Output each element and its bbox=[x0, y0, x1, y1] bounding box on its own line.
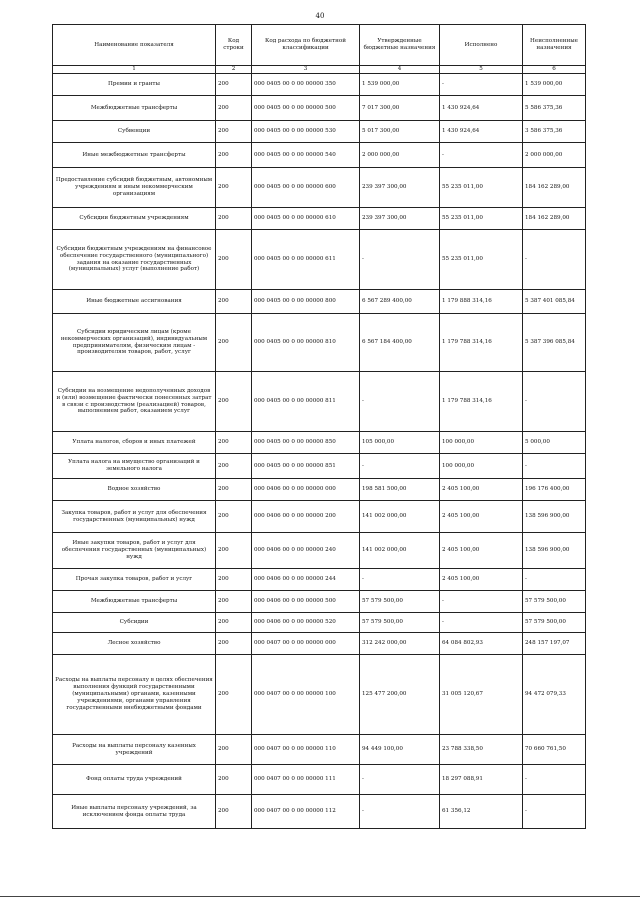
row-name: Иные закупки товаров, работ и услуг для обеспечения государственных (муниципальных) нужд bbox=[53, 533, 216, 569]
row-name: Расходы на выплаты персоналу казенных учреждений bbox=[53, 735, 216, 765]
row-expense-code: 000 0405 00 0 00 00000 540 bbox=[252, 143, 360, 168]
column-number: 3 bbox=[252, 66, 360, 74]
row-expense-code: 000 0405 00 0 00 00000 600 bbox=[252, 168, 360, 208]
row-line-code: 200 bbox=[216, 765, 252, 795]
row-expense-code: 000 0405 00 0 00 00000 851 bbox=[252, 454, 360, 479]
row-expense-code: 000 0406 00 0 00 00000 200 bbox=[252, 501, 360, 533]
header-unexecuted: Неисполненные назначения bbox=[523, 25, 586, 66]
table-header-row bbox=[53, 25, 586, 66]
table-row bbox=[53, 168, 586, 208]
row-approved: 239 397 300,00 bbox=[360, 168, 440, 208]
row-approved: 239 397 300,00 bbox=[360, 208, 440, 230]
row-expense-code: 000 0405 00 0 00 00000 811 bbox=[252, 372, 360, 432]
row-unexecuted: - bbox=[523, 569, 586, 591]
header-expense-code: Код расхода по бюджетной классификации bbox=[252, 25, 360, 66]
row-expense-code: 000 0405 00 0 00 00000 800 bbox=[252, 290, 360, 314]
row-line-code: 200 bbox=[216, 735, 252, 765]
table-body bbox=[53, 74, 586, 829]
row-unexecuted: 2 000 000,00 bbox=[523, 143, 586, 168]
row-line-code: 200 bbox=[216, 432, 252, 454]
row-executed: 18 297 088,91 bbox=[440, 765, 523, 795]
row-executed: 1 430 924,64 bbox=[440, 121, 523, 143]
page-number: 40 bbox=[315, 12, 325, 20]
table-row bbox=[53, 591, 586, 613]
row-name: Межбюджетные трансферты bbox=[53, 591, 216, 613]
row-unexecuted: 138 596 900,00 bbox=[523, 533, 586, 569]
row-approved: 198 581 500,00 bbox=[360, 479, 440, 501]
row-unexecuted: 138 596 900,00 bbox=[523, 501, 586, 533]
row-line-code: 200 bbox=[216, 479, 252, 501]
row-name: Премии и гранты bbox=[53, 74, 216, 96]
row-approved: - bbox=[360, 454, 440, 479]
row-name: Прочая закупка товаров, работ и услуг bbox=[53, 569, 216, 591]
row-expense-code: 000 0405 00 0 00 00000 810 bbox=[252, 314, 360, 372]
header-line-code: Код строки bbox=[216, 25, 252, 66]
row-name: Субсидии bbox=[53, 613, 216, 633]
row-unexecuted: 57 579 500,00 bbox=[523, 591, 586, 613]
row-executed: 100 000,00 bbox=[440, 454, 523, 479]
row-name: Иные межбюджетные трансферты bbox=[53, 143, 216, 168]
row-name: Закупка товаров, работ и услуг для обеспечения государственных (муниципальных) нужд bbox=[53, 501, 216, 533]
row-unexecuted: - bbox=[523, 765, 586, 795]
row-line-code: 200 bbox=[216, 96, 252, 121]
row-unexecuted: 184 162 289,00 bbox=[523, 208, 586, 230]
row-unexecuted: 94 472 079,33 bbox=[523, 655, 586, 735]
row-approved: 57 579 500,00 bbox=[360, 591, 440, 613]
row-name: Предоставление субсидий бюджетным, автономным учреждениям и иным некоммерческим организациям bbox=[53, 168, 216, 208]
row-executed: 23 788 338,50 bbox=[440, 735, 523, 765]
row-executed: - bbox=[440, 613, 523, 633]
table-row bbox=[53, 795, 586, 829]
row-unexecuted: 5 000,00 bbox=[523, 432, 586, 454]
row-approved: - bbox=[360, 765, 440, 795]
row-approved: 2 000 000,00 bbox=[360, 143, 440, 168]
row-expense-code: 000 0405 00 0 00 00000 530 bbox=[252, 121, 360, 143]
table-row bbox=[53, 454, 586, 479]
row-expense-code: 000 0407 00 0 00 00000 000 bbox=[252, 633, 360, 655]
row-approved: 141 002 000,00 bbox=[360, 533, 440, 569]
row-unexecuted: - bbox=[523, 795, 586, 829]
table-row bbox=[53, 613, 586, 633]
column-number: 2 bbox=[216, 66, 252, 74]
budget-execution-table bbox=[52, 24, 586, 829]
row-name: Уплата налога на имущество организаций и земельного налога bbox=[53, 454, 216, 479]
row-unexecuted: 184 162 289,00 bbox=[523, 168, 586, 208]
column-number-row bbox=[53, 66, 586, 74]
row-line-code: 200 bbox=[216, 143, 252, 168]
row-approved: - bbox=[360, 372, 440, 432]
row-line-code: 200 bbox=[216, 121, 252, 143]
row-unexecuted: 3 586 375,36 bbox=[523, 121, 586, 143]
row-line-code: 200 bbox=[216, 230, 252, 290]
table-row bbox=[53, 479, 586, 501]
column-number: 4 bbox=[360, 66, 440, 74]
row-approved: - bbox=[360, 230, 440, 290]
table-row bbox=[53, 74, 586, 96]
table-row bbox=[53, 533, 586, 569]
row-line-code: 200 bbox=[216, 633, 252, 655]
row-approved: 125 477 200,00 bbox=[360, 655, 440, 735]
row-line-code: 200 bbox=[216, 655, 252, 735]
row-expense-code: 000 0405 00 0 00 00000 850 bbox=[252, 432, 360, 454]
row-executed: - bbox=[440, 74, 523, 96]
column-number: 6 bbox=[523, 66, 586, 74]
row-executed: 64 084 802,93 bbox=[440, 633, 523, 655]
row-unexecuted: 196 176 400,00 bbox=[523, 479, 586, 501]
row-approved: 7 017 300,00 bbox=[360, 96, 440, 121]
header-indicator-name: Наименование показателя bbox=[53, 25, 216, 66]
row-line-code: 200 bbox=[216, 290, 252, 314]
row-unexecuted: - bbox=[523, 372, 586, 432]
row-expense-code: 000 0407 00 0 00 00000 111 bbox=[252, 765, 360, 795]
row-line-code: 200 bbox=[216, 372, 252, 432]
table-row bbox=[53, 432, 586, 454]
row-unexecuted: 5 387 396 085,84 bbox=[523, 314, 586, 372]
row-executed: 2 405 100,00 bbox=[440, 479, 523, 501]
table-row bbox=[53, 208, 586, 230]
row-line-code: 200 bbox=[216, 613, 252, 633]
row-expense-code: 000 0407 00 0 00 00000 100 bbox=[252, 655, 360, 735]
row-name: Субсидии бюджетным учреждениям bbox=[53, 208, 216, 230]
row-name: Лесное хозяйство bbox=[53, 633, 216, 655]
row-approved: - bbox=[360, 569, 440, 591]
table-row bbox=[53, 290, 586, 314]
row-approved: 94 449 100,00 bbox=[360, 735, 440, 765]
row-name: Субвенции bbox=[53, 121, 216, 143]
row-approved: 105 000,00 bbox=[360, 432, 440, 454]
table-row bbox=[53, 96, 586, 121]
row-name: Субсидии юридическим лицам (кроме некоммерческих организаций), индивидуальным предпринимателям, физическим лицам - производителям товаров, работ, услуг bbox=[53, 314, 216, 372]
row-unexecuted: - bbox=[523, 230, 586, 290]
row-approved: 1 539 000,00 bbox=[360, 74, 440, 96]
row-expense-code: 000 0405 00 0 00 00000 500 bbox=[252, 96, 360, 121]
row-executed: 2 405 100,00 bbox=[440, 501, 523, 533]
row-unexecuted: 1 539 000,00 bbox=[523, 74, 586, 96]
row-approved: 312 242 000,00 bbox=[360, 633, 440, 655]
table-row bbox=[53, 655, 586, 735]
row-approved: 57 579 500,00 bbox=[360, 613, 440, 633]
row-unexecuted: 5 387 401 085,84 bbox=[523, 290, 586, 314]
row-name: Субсидии на возмещение недополученных доходов и (или) возмещение фактически понесенных затрат в связи с производством (реализацией) товаров, выполнением работ, оказанием услуг bbox=[53, 372, 216, 432]
row-line-code: 200 bbox=[216, 501, 252, 533]
row-expense-code: 000 0406 00 0 00 00000 244 bbox=[252, 569, 360, 591]
table-row bbox=[53, 633, 586, 655]
row-expense-code: 000 0406 00 0 00 00000 240 bbox=[252, 533, 360, 569]
row-executed: 55 235 011,00 bbox=[440, 208, 523, 230]
row-executed: 1 179 788 314,16 bbox=[440, 314, 523, 372]
row-executed: 100 000,00 bbox=[440, 432, 523, 454]
footer-divider bbox=[0, 896, 640, 897]
table-row bbox=[53, 372, 586, 432]
row-executed: 1 430 924,64 bbox=[440, 96, 523, 121]
row-name: Межбюджетные трансферты bbox=[53, 96, 216, 121]
row-expense-code: 000 0406 00 0 00 00000 500 bbox=[252, 591, 360, 613]
row-approved: 6 567 289 400,00 bbox=[360, 290, 440, 314]
row-unexecuted: 248 157 197,07 bbox=[523, 633, 586, 655]
row-line-code: 200 bbox=[216, 454, 252, 479]
row-name: Расходы на выплаты персоналу в целях обеспечения выполнения функций государственными (муниципальными) органами, казенными учреждениями, органами управления государственными внебюджетными фондами bbox=[53, 655, 216, 735]
row-executed: 1 179 788 314,16 bbox=[440, 372, 523, 432]
row-executed: 55 235 011,00 bbox=[440, 168, 523, 208]
table-row bbox=[53, 569, 586, 591]
row-approved: 141 002 000,00 bbox=[360, 501, 440, 533]
row-line-code: 200 bbox=[216, 208, 252, 230]
table-row bbox=[53, 314, 586, 372]
row-executed: 2 405 100,00 bbox=[440, 569, 523, 591]
row-executed: 55 235 011,00 bbox=[440, 230, 523, 290]
row-approved: 5 017 300,00 bbox=[360, 121, 440, 143]
header-executed: Исполнено bbox=[440, 25, 523, 66]
table-row bbox=[53, 735, 586, 765]
row-expense-code: 000 0407 00 0 00 00000 112 bbox=[252, 795, 360, 829]
row-expense-code: 000 0405 00 0 00 00000 350 bbox=[252, 74, 360, 96]
row-expense-code: 000 0407 00 0 00 00000 110 bbox=[252, 735, 360, 765]
row-approved: - bbox=[360, 795, 440, 829]
row-executed: 2 405 100,00 bbox=[440, 533, 523, 569]
table-row bbox=[53, 121, 586, 143]
row-name: Иные бюджетные ассигнования bbox=[53, 290, 216, 314]
row-executed: 1 179 888 314,16 bbox=[440, 290, 523, 314]
row-unexecuted: 5 586 375,36 bbox=[523, 96, 586, 121]
row-unexecuted: 70 660 761,50 bbox=[523, 735, 586, 765]
row-executed: - bbox=[440, 591, 523, 613]
row-name: Фонд оплаты труда учреждений bbox=[53, 765, 216, 795]
row-executed: - bbox=[440, 143, 523, 168]
column-number: 1 bbox=[53, 66, 216, 74]
row-line-code: 200 bbox=[216, 314, 252, 372]
row-unexecuted: 57 579 500,00 bbox=[523, 613, 586, 633]
row-unexecuted: - bbox=[523, 454, 586, 479]
row-line-code: 200 bbox=[216, 74, 252, 96]
table-row bbox=[53, 230, 586, 290]
row-name: Водное хозяйство bbox=[53, 479, 216, 501]
row-expense-code: 000 0405 00 0 00 00000 611 bbox=[252, 230, 360, 290]
row-line-code: 200 bbox=[216, 533, 252, 569]
row-name: Уплата налогов, сборов и иных платежей bbox=[53, 432, 216, 454]
row-executed: 31 005 120,67 bbox=[440, 655, 523, 735]
header-approved: Утвержденные бюджетные назначения bbox=[360, 25, 440, 66]
table-row bbox=[53, 501, 586, 533]
row-name: Субсидии бюджетным учреждениям на финансовое обеспечение государственного (муниципального) задания на оказание государственных (муниципальных) услуг (выполнение работ) bbox=[53, 230, 216, 290]
row-name: Иные выплаты персоналу учреждений, за исключением фонда оплаты труда bbox=[53, 795, 216, 829]
column-number: 5 bbox=[440, 66, 523, 74]
row-approved: 6 567 184 400,00 bbox=[360, 314, 440, 372]
table-row bbox=[53, 765, 586, 795]
row-expense-code: 000 0405 00 0 00 00000 610 bbox=[252, 208, 360, 230]
row-executed: 61 356,12 bbox=[440, 795, 523, 829]
row-expense-code: 000 0406 00 0 00 00000 000 bbox=[252, 479, 360, 501]
row-line-code: 200 bbox=[216, 591, 252, 613]
row-expense-code: 000 0406 00 0 00 00000 520 bbox=[252, 613, 360, 633]
row-line-code: 200 bbox=[216, 795, 252, 829]
row-line-code: 200 bbox=[216, 569, 252, 591]
table-row bbox=[53, 143, 586, 168]
row-line-code: 200 bbox=[216, 168, 252, 208]
